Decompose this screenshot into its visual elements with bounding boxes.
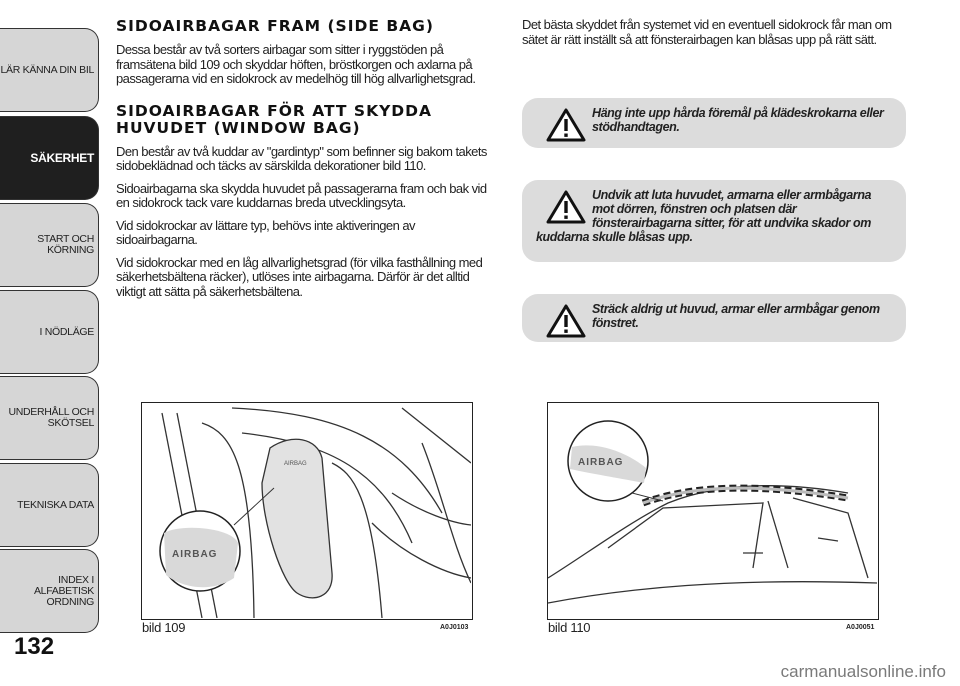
tab-tekniska-data[interactable] xyxy=(0,463,99,547)
tab-label: SÄKERHET xyxy=(30,150,94,165)
warning-box-lean xyxy=(522,180,906,262)
tab-sakerhet[interactable] xyxy=(0,116,99,200)
heading-side-bag: SIDOAIRBAGAR FRAM (SIDE BAG) xyxy=(116,17,434,35)
heading-window-bag: SIDOAIRBAGAR FÖR ATT SKYDDA HUVUDET (WINDOW BAG) xyxy=(116,101,433,137)
figure-side-bag xyxy=(141,402,473,620)
paragraph-window-bag-4: Vid sidokrockar med en låg allvarlighetsgrad (för vilka fasthållning med säkerhetsbältena räcker), utlöses inte airbagarna. Därför är det alltid viktigt att sätta på säkerhetsbältena. xyxy=(116,254,483,299)
tab-label: UNDERHÅLL OCH SKÖTSEL xyxy=(8,406,94,429)
warning-triangle-icon xyxy=(546,304,586,338)
paragraph-best-protection: Det bästa skyddet från systemet vid en eventuell sidokrock får man om sätet är rätt inställt så att fönsterairbagen kan blåsas upp på rätt sätt. xyxy=(522,17,892,47)
seat-airbag-illustration xyxy=(142,403,471,618)
paragraph-window-bag-3: Vid sidokrockar av lättare typ, behövs inte aktiveringen av sidoairbagarna. xyxy=(116,217,415,247)
tab-label: I NÖDLÄGE xyxy=(39,325,94,338)
warning-text: Undvik att luta huvudet, armarna eller armbågarna mot dörren, fönstren och platsen där fönsterairbagarna sitter, för att undvika skador om kuddarna skulle blåsas upp. xyxy=(536,188,872,244)
warning-box-window xyxy=(522,294,906,342)
tab-index-i-alfabetisk-ordning[interactable] xyxy=(0,549,99,633)
tab-i-nodlage[interactable] xyxy=(0,290,99,374)
paragraph-window-bag-2: Sidoairbagarna ska skydda huvudet på passagerarna fram och bak vid en sidokrock tack vare kuddarnas breda utvecklingsyta. xyxy=(116,180,487,210)
airbag-label: AIRBAG xyxy=(578,457,624,468)
tab-label: TEKNISKA DATA xyxy=(17,498,94,511)
tab-label: INDEX I ALFABETISK ORDNING xyxy=(33,573,94,608)
warning-triangle-icon xyxy=(546,190,586,224)
tab-label: START OCH KÖRNING xyxy=(37,233,94,256)
paragraph-window-bag-1: Den består av två kuddar av "gardintyp" som befinner sig bakom takets sidobeklädnad och täcks av särskilda dekorationer bild 110. xyxy=(116,143,487,173)
figure-code: A0J0051 xyxy=(846,624,875,631)
tab-underhall-och-skotsel[interactable] xyxy=(0,376,99,460)
tab-lar-kanna-din-bil[interactable] xyxy=(0,28,99,112)
figure-caption: bild 109 xyxy=(142,620,186,635)
watermark: carmanualsonline.info xyxy=(780,662,946,681)
paragraph-side-bag: Dessa består av två sorters airbagar som sitter i ryggstöden på framsätena bild 109 och skyddar höften, bröstkorgen och axlarna på passagerarna vid en sidokrock av medelhög till hög allvarlighetsgrad. xyxy=(116,42,476,86)
warning-triangle-icon xyxy=(546,108,586,142)
figure-caption: bild 110 xyxy=(548,620,591,635)
warning-text: Häng inte upp hårda föremål på klädeskrokarna eller stödhandtagen. xyxy=(592,106,884,134)
figure-window-bag xyxy=(547,402,879,620)
svg-text:AIRBAG: AIRBAG xyxy=(284,461,307,467)
left-column xyxy=(116,18,496,305)
tab-label: LÄR KÄNNA DIN BIL xyxy=(0,63,94,76)
warning-text: Sträck aldrig ut huvud, armar eller armbågar genom fönstret. xyxy=(592,302,880,330)
figure-code: A0J0103 xyxy=(440,624,469,631)
airbag-label: AIRBAG xyxy=(172,549,218,560)
right-column xyxy=(522,18,908,53)
warning-box-hooks xyxy=(522,98,906,148)
tab-start-och-korning[interactable] xyxy=(0,203,99,287)
page-number: 132 xyxy=(14,633,55,660)
car-window-airbag-illustration xyxy=(548,403,877,618)
